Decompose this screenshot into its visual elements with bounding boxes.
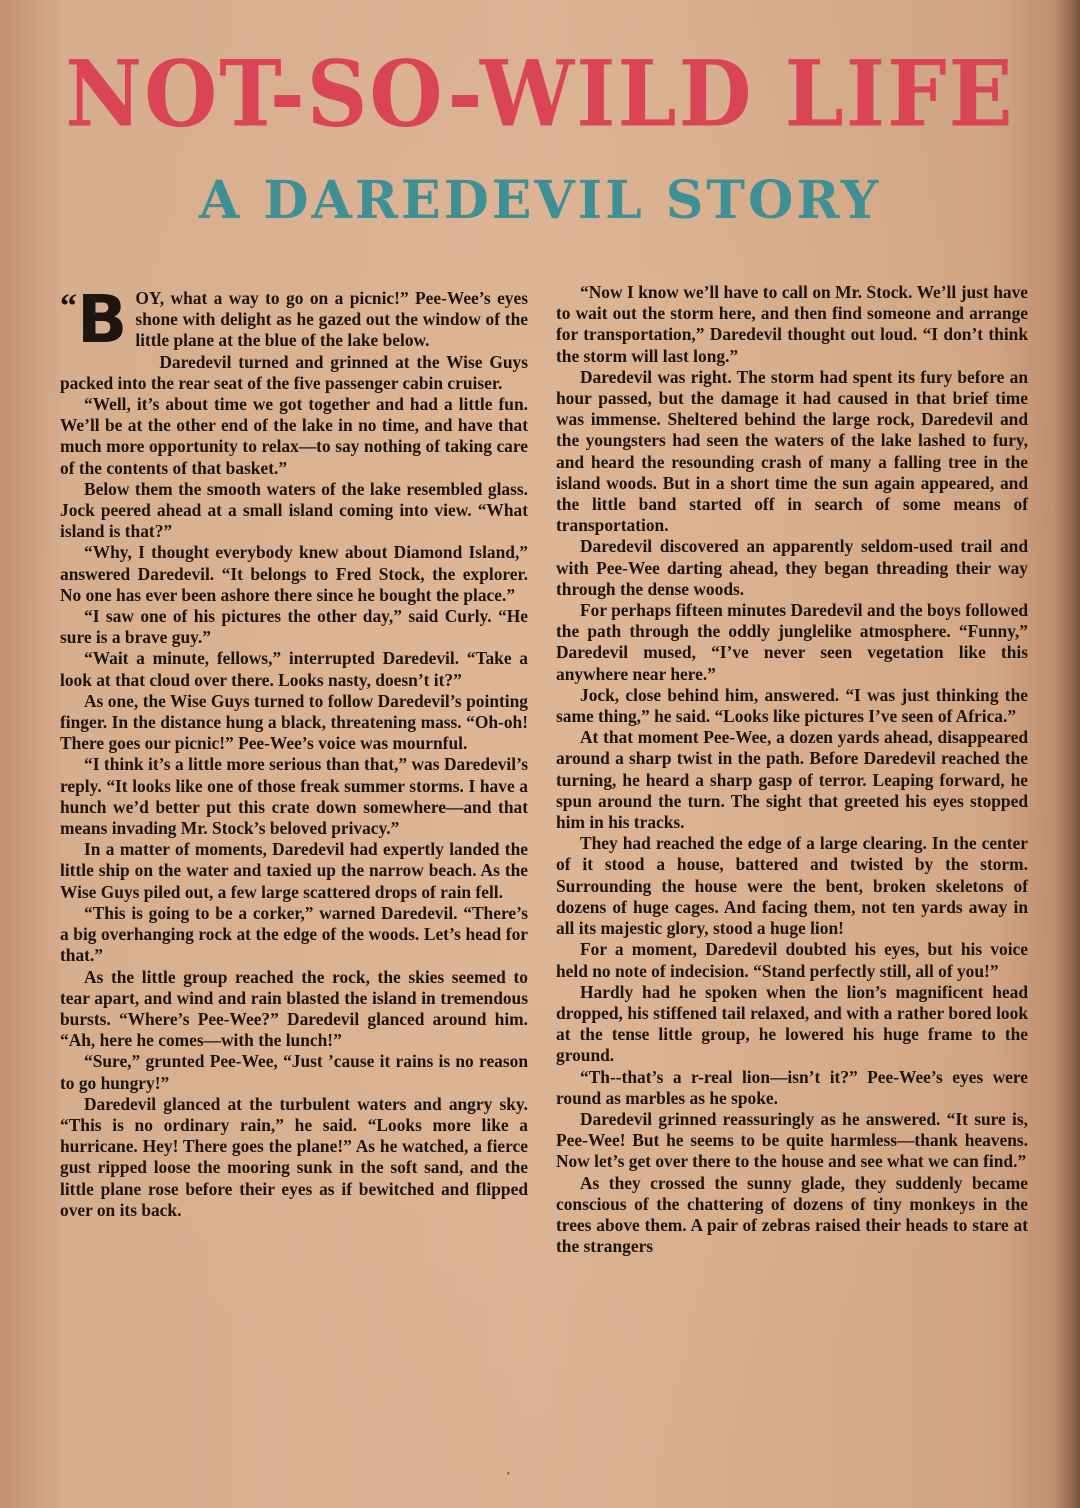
paragraph: Hardly had he spoken when the lion’s magnificent head dropped, his stiffened tail relaxed, and with a rather bored look at the tense little group, he lowered his huge frame to the ground.	[556, 981, 1028, 1066]
paragraph: “Why, I thought everybody knew about Diamond Island,” answered Daredevil. “It belongs to Fred Stock, the explorer. No one has ever been ashore there since he bought the place.”	[60, 542, 528, 605]
left-column	[60, 281, 528, 1221]
paragraph: Jock, close behind him, answered. “I was just thinking the same thing,” he said. “Looks like pictures I’ve seen of Africa.”	[556, 684, 1028, 727]
opening-quote: “	[60, 288, 77, 325]
paragraph: At that moment Pee-Wee, a dozen yards ahead, disappeared around a sharp twist in the path. Before Daredevil reached the turning, he heard a sharp gasp of terror. Leaping forward, he spun around the turn. The sight that greeted his eyes stopped him in his tracks.	[556, 727, 1028, 833]
paragraph: “Well, it’s about time we got together and had a little fun. We’ll be at the other end of the lake in no time, and have that much more opportunity to relax—to say nothing of taking care of the contents of that basket.”	[60, 394, 528, 478]
paragraph: For a moment, Daredevil doubted his eyes, but his voice held no note of indecision. “Stand perfectly still, all of you!”	[556, 939, 1028, 981]
drop-cap: B	[77, 281, 128, 358]
paragraph: In a matter of moments, Daredevil had expertly landed the little ship on the water and taxied up the narrow beach. As the Wise Guys piled out, a few large scattered drops of rain fell.	[60, 839, 528, 902]
paragraph: Daredevil glanced at the turbulent waters and angry sky. “This is no ordinary rain,” he said. “Looks more like a hurricane. Hey! There goes the plane!” As he watched, a fierce gust ripped loose the mooring sunk in the soft sand, and the little plane rose before their eyes as if bewitched and flipped over on its back.	[60, 1093, 528, 1220]
paragraph: As they crossed the sunny glade, they suddenly became conscious of the chattering of dozens of tiny monkeys in the trees above them. A pair of zebras raised their heads to stare at the strangers	[556, 1172, 1028, 1257]
paragraph: Daredevil grinned reassuringly as he answered. “It sure is, Pee-Wee! But he seems to be quite harmless—thank heavens. Now let’s get over there to the house and see what we can find.”	[556, 1108, 1028, 1172]
page-title: NOT-SO-WILD LIFE	[65, 40, 1015, 147]
paragraph: “I think it’s a little more serious than that,” was Daredevil’s reply. “It looks like one of those freak summer storms. I have a hunch we’d better put this crate down somewhere—and that means invading Mr. Stock’s beloved privacy.”	[60, 754, 528, 839]
paragraph	[60, 281, 528, 358]
paragraph: Daredevil discovered an apparently seldom-used trail and with Pee-Wee darting ahead, they began threading their way through the dense woods.	[556, 536, 1028, 599]
paragraph: “Sure,” grunted Pee-Wee, “Just ’cause it rains is no reason to go hungry!”	[60, 1051, 528, 1093]
paragraph: “I saw one of his pictures the other day,” said Curly. “He sure is a brave guy.”	[60, 606, 528, 648]
paragraph: As the little group reached the rock, the skies seemed to tear apart, and wind and rain blasted the island in tremendous bursts. “Where’s Pee-Wee?” Daredevil glanced around him. “Ah, here he comes—with the lunch!”	[60, 966, 528, 1051]
paragraph: Daredevil was right. The storm had spent its fury before an hour passed, but the damage it had caused in that brief time was immense. Sheltered behind the large rock, Daredevil and the youngsters had seen the waters of the lake lashed to fury, and heard the resounding crash of many a falling tree in the island woods. But in a short time the sun again appeared, and the little band started off in search of some means of transportation.	[556, 366, 1028, 536]
paragraph: “This is going to be a corker,” warned Daredevil. “There’s a big overhanging rock at the edge of the woods. Let’s head for that.”	[60, 902, 528, 966]
paragraph: For perhaps fifteen minutes Daredevil and the boys followed the path through the oddly junglelike atmosphere. “Funny,” Daredevil mused, “I’ve never seen vegetation like this anywhere near here.”	[556, 600, 1028, 684]
paragraph: “Now I know we’ll have to call on Mr. Stock. We’ll just have to wait out the storm here, and then find someone and arrange for transportation,” Daredevil thought out loud. “I don’t think the storm will last long.”	[556, 282, 1028, 366]
page-mark: ʼ	[506, 1470, 511, 1486]
paragraph: Below them the smooth waters of the lake resembled glass. Jock peered ahead at a small island coming into view. “What island is that?”	[60, 478, 528, 542]
page-subtitle: A DAREDEVIL STORY	[198, 170, 882, 231]
paragraph: “Th--that’s a r-real lion—isn’t it?” Pee-Wee’s eyes were round as marbles as he spoke.	[556, 1066, 1028, 1108]
paragraph: They had reached the edge of a large clearing. In the center of it stood a house, battered and twisted by the storm. Surrounding the house were the bent, broken skeletons of dozens of huge cages. And facing them, not ten yards away in all its majestic glory, stood a huge lion!	[556, 833, 1028, 939]
drop-cap-block	[60, 281, 128, 366]
paragraph-text: OY, what a way to go on a picnic!” Pee-Wee’s eyes shone with delight as he gazed out the window of the little plane at the blue of the lake below.	[135, 288, 528, 351]
paragraph: “Wait a minute, fellows,” interrupted Daredevil. “Take a look at that cloud over there. Looks nasty, doesn’t it?”	[60, 648, 528, 690]
right-column	[556, 282, 1028, 1257]
paragraph: As one, the Wise Guys turned to follow Daredevil’s pointing finger. In the distance hung a black, threatening mass. “Oh-oh! There goes our picnic!” Pee-Wee’s voice was mournful.	[60, 690, 528, 754]
paragraph: Daredevil turned and grinned at the Wise Guys packed into the rear seat of the five passenger cabin cruiser.	[60, 351, 528, 393]
